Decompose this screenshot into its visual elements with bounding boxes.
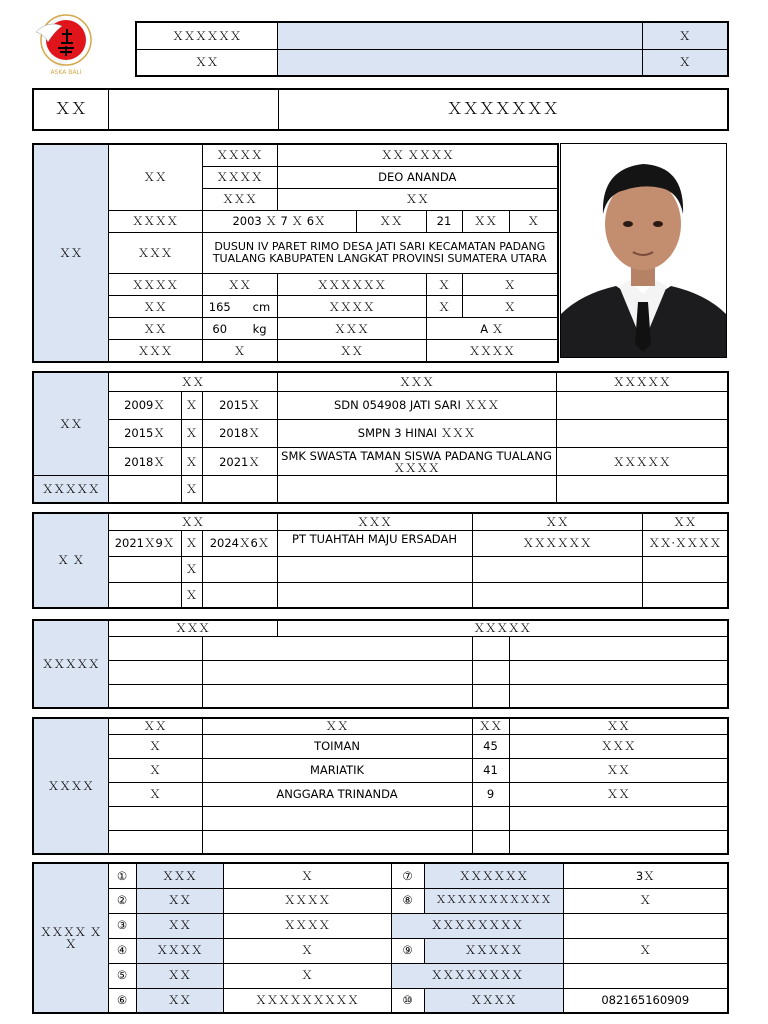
item-number: ③: [108, 913, 136, 938]
name-label: ＸＸ: [108, 144, 202, 210]
item-label: ＸＸＸＸＸＸＸＸ: [391, 963, 563, 988]
work-to: [202, 582, 277, 608]
work-to: [202, 556, 277, 582]
column-header: ＸＸ: [108, 372, 277, 391]
detail-end: Ｘ: [462, 296, 558, 318]
edu-to: 2021Ｘ: [202, 448, 277, 476]
work-from: 2021Ｘ9Ｘ: [108, 530, 181, 556]
title-label: ＸＸ: [33, 89, 108, 130]
detail-label: ＸＸ: [277, 340, 426, 362]
table-row: [33, 782, 728, 806]
item-number: ⑥: [108, 988, 136, 1013]
top-row1-value[interactable]: [277, 22, 642, 49]
item-label: ＸＸＸＸＸＸＸＸＸＸＸ: [424, 888, 563, 913]
item-number: ⑤: [108, 963, 136, 988]
table-row: [33, 660, 728, 684]
name-row-label: ＸＸＸＸ: [202, 144, 277, 166]
item-value: Ｘ: [563, 888, 728, 913]
family-name: ANGGARA TRINANDA: [202, 782, 472, 806]
item-value: [563, 963, 728, 988]
name-row-value: DEO ANANDA: [277, 166, 558, 188]
column-header: ＸＸＸ: [108, 620, 277, 636]
column-header: ＸＸ: [472, 513, 642, 530]
blood-value: A Ｘ: [426, 318, 558, 340]
gender-label: ＸＸ: [462, 210, 509, 232]
name-row-label: ＸＸＸＸ: [202, 166, 277, 188]
item-number: ①: [108, 863, 136, 888]
edu-major: ＸＸＸＸＸ: [556, 448, 728, 476]
education-table: [32, 371, 729, 504]
item-label: ＸＸ: [136, 963, 223, 988]
table-row: [33, 938, 728, 963]
edu-sep: Ｘ: [181, 476, 202, 503]
gender-value: Ｘ: [509, 210, 558, 232]
item-label: ＸＸＸＸ: [424, 988, 563, 1013]
address-value: DUSUN IV PARET RIMO DESA JATI SARI KECAMATAN PADANG TUALANG KABUPATEN LANGKAT PROVINSI SUMATERA UTARA: [202, 232, 558, 273]
academy-logo: [18, 12, 112, 78]
family-relation: Ｘ: [108, 782, 202, 806]
top-row1-label: ＸＸＸＸＸＸ: [136, 22, 277, 49]
height-number: 165: [208, 299, 231, 314]
family-name: TOIMAN: [202, 734, 472, 758]
weight-value: [202, 318, 277, 340]
family-relation: [108, 806, 202, 830]
family-age: 41: [472, 758, 509, 782]
table-row: [33, 419, 728, 447]
family-relation: Ｘ: [108, 734, 202, 758]
item-label: ＸＸＸＸ: [136, 938, 223, 963]
address-label: ＸＸＸ: [108, 232, 202, 273]
document-title: ＸＸＸＸＸＸＸ: [278, 89, 728, 130]
detail-label: ＸＸＸＸ: [277, 296, 426, 318]
detail-label: ＸＸＸＸＸＸ: [277, 274, 426, 296]
family-job: ＸＸ: [509, 782, 728, 806]
age-value: 21: [426, 210, 462, 232]
edu-sep: Ｘ: [181, 448, 202, 476]
extra-education-label: ＸＸＸＸＸ: [33, 476, 108, 503]
item-value: ＸＸＸＸ: [223, 913, 391, 938]
edu-school: SMK SWASTA TAMAN SISWA PADANG TUALANG ＸＸＸＸ: [277, 448, 556, 476]
table-row: [33, 636, 728, 660]
column-header: ＸＸ: [108, 513, 277, 530]
item-number: ②: [108, 888, 136, 913]
item-label: ＸＸ: [136, 913, 223, 938]
blood-label: ＸＸＸ: [277, 318, 426, 340]
column-header: ＸＸＸＸＸ: [277, 620, 728, 636]
column-header: ＸＸ: [202, 718, 472, 734]
item-label: ＸＸＸＸＸＸ: [424, 863, 563, 888]
age-label: ＸＸ: [356, 210, 426, 232]
edu-sep: Ｘ: [181, 419, 202, 447]
item-value: ＸＸＸＸ: [223, 888, 391, 913]
svg-text:ASKA BALI: ASKA BALI: [50, 69, 82, 76]
family-age: [472, 830, 509, 854]
work-dept: [472, 556, 642, 582]
table-row: [33, 556, 728, 582]
weight-number: 60: [212, 321, 228, 336]
height-unit: cm: [252, 299, 271, 314]
item-label: ＸＸ: [136, 988, 223, 1013]
family-section-label: ＸＸＸＸ: [33, 718, 108, 854]
item-value: [563, 913, 728, 938]
weight-label: ＸＸ: [108, 318, 202, 340]
item-value: Ｘ: [223, 863, 391, 888]
family-name: MARIATIK: [202, 758, 472, 782]
family-relation: [108, 830, 202, 854]
height-value: [202, 296, 277, 318]
qualification-table: [32, 619, 729, 709]
edu-sep: Ｘ: [181, 391, 202, 419]
family-job: [509, 830, 728, 854]
item-number: ④: [108, 938, 136, 963]
work-sep: Ｘ: [181, 530, 202, 556]
edu-to: 2018Ｘ: [202, 419, 277, 447]
table-row: [33, 913, 728, 938]
work-from: [108, 582, 181, 608]
table-row: [33, 684, 728, 708]
detail-value: Ｘ: [426, 274, 462, 296]
work-section-label: Ｘ Ｘ: [33, 513, 108, 608]
phone-number: 082165160909: [563, 988, 728, 1013]
work-table: [32, 512, 729, 609]
work-company: [277, 556, 472, 582]
column-header: ＸＸＸ: [277, 372, 556, 391]
item-label: ＸＸ: [136, 888, 223, 913]
table-row: [33, 830, 728, 854]
other-info-table: [32, 862, 729, 1014]
work-from: [108, 556, 181, 582]
edu-from: 2015Ｘ: [108, 419, 181, 447]
family-table: [32, 717, 729, 855]
column-header: ＸＸ: [108, 718, 202, 734]
item-number: ⑦: [391, 863, 424, 888]
family-name: [202, 830, 472, 854]
name-row-label: ＸＸＸ: [202, 188, 277, 210]
family-age: 9: [472, 782, 509, 806]
name-row-value: ＸＸ ＸＸＸＸ: [277, 144, 558, 166]
detail-value: Ｘ: [202, 340, 277, 362]
family-job: [509, 806, 728, 830]
other-section-label: ＸＸＸＸ ＸＸ: [33, 863, 108, 1013]
top-info-box: [135, 21, 729, 77]
edu-to: 2015Ｘ: [202, 391, 277, 419]
detail-end: Ｘ: [462, 274, 558, 296]
family-relation: Ｘ: [108, 758, 202, 782]
education-section-label: ＸＸ: [33, 372, 108, 476]
edu-from: 2009Ｘ: [108, 391, 181, 419]
name-row-value: ＸＸ: [277, 188, 558, 210]
item-value: Ｘ: [563, 938, 728, 963]
qualification-section-label: ＸＸＸＸＸ: [33, 620, 108, 708]
item-label: ＸＸＸ: [136, 863, 223, 888]
work-to: 2024Ｘ6Ｘ: [202, 530, 277, 556]
item-value: Ｘ: [223, 938, 391, 963]
item-value: ＸＸＸＸＸＸＸＸＸ: [223, 988, 391, 1013]
table-row: [33, 391, 728, 419]
detail-value: ＸＸＸＸ: [426, 340, 558, 362]
detail-label: ＸＸＸＸ: [108, 274, 202, 296]
family-age: [472, 806, 509, 830]
work-dept: ＸＸＸＸＸＸ: [472, 530, 642, 556]
profile-section-label: ＸＸ: [33, 144, 108, 362]
table-row: [33, 988, 728, 1013]
item-value: Ｘ: [223, 963, 391, 988]
top-row1-end: Ｘ: [642, 22, 728, 49]
item-label: ＸＸＸＸＸＸＸＸ: [391, 913, 563, 938]
table-row: [33, 963, 728, 988]
table-row: [33, 734, 728, 758]
work-company: PT TUAHTAH MAJU ERSADAH: [277, 530, 472, 556]
height-label: ＸＸ: [108, 296, 202, 318]
edu-from: 2018Ｘ: [108, 448, 181, 476]
family-name: [202, 806, 472, 830]
applicant-photo: [560, 143, 727, 358]
title-value[interactable]: [108, 89, 278, 130]
detail-label: ＸＸＸ: [108, 340, 202, 362]
weight-unit: kg: [252, 321, 267, 336]
table-row: [33, 863, 728, 888]
family-age: 45: [472, 734, 509, 758]
column-header: ＸＸ: [642, 513, 728, 530]
family-job: ＸＸ: [509, 758, 728, 782]
edu-school: SDN 054908 JATI SARI ＸＸＸ: [277, 391, 556, 419]
top-row2-end: Ｘ: [642, 49, 728, 76]
work-role: [642, 582, 728, 608]
item-value: 3Ｘ: [563, 863, 728, 888]
table-row: [33, 806, 728, 830]
birth-label: ＸＸＸＸ: [108, 210, 202, 232]
top-row2-label: ＸＸ: [136, 49, 277, 76]
item-number: ⑧: [391, 888, 424, 913]
table-row: [33, 758, 728, 782]
title-box: [32, 88, 729, 131]
table-row: [33, 888, 728, 913]
work-sep: Ｘ: [181, 582, 202, 608]
item-label: ＸＸＸＸＸ: [424, 938, 563, 963]
work-company: [277, 582, 472, 608]
table-row: [33, 582, 728, 608]
top-row2-value[interactable]: [277, 49, 642, 76]
detail-value: ＸＸ: [202, 274, 277, 296]
work-role: ＸＸ·ＸＸＸＸ: [642, 530, 728, 556]
table-row: [33, 448, 728, 476]
table-row: [33, 530, 728, 556]
column-header: ＸＸＸＸＸ: [556, 372, 728, 391]
work-role: [642, 556, 728, 582]
birth-value: 2003 Ｘ 7 Ｘ 6Ｘ: [202, 210, 356, 232]
edu-school: SMPN 3 HINAI ＸＸＸ: [277, 419, 556, 447]
family-job: ＸＸＸ: [509, 734, 728, 758]
item-number: ⑩: [391, 988, 424, 1013]
edu-major: [556, 391, 728, 419]
work-sep: Ｘ: [181, 556, 202, 582]
profile-table: [32, 143, 559, 363]
edu-major: [556, 419, 728, 447]
column-header: ＸＸＸ: [277, 513, 472, 530]
column-header: ＸＸ: [509, 718, 728, 734]
item-number: ⑨: [391, 938, 424, 963]
work-dept: [472, 582, 642, 608]
column-header: ＸＸ: [472, 718, 509, 734]
detail-value: Ｘ: [426, 296, 462, 318]
